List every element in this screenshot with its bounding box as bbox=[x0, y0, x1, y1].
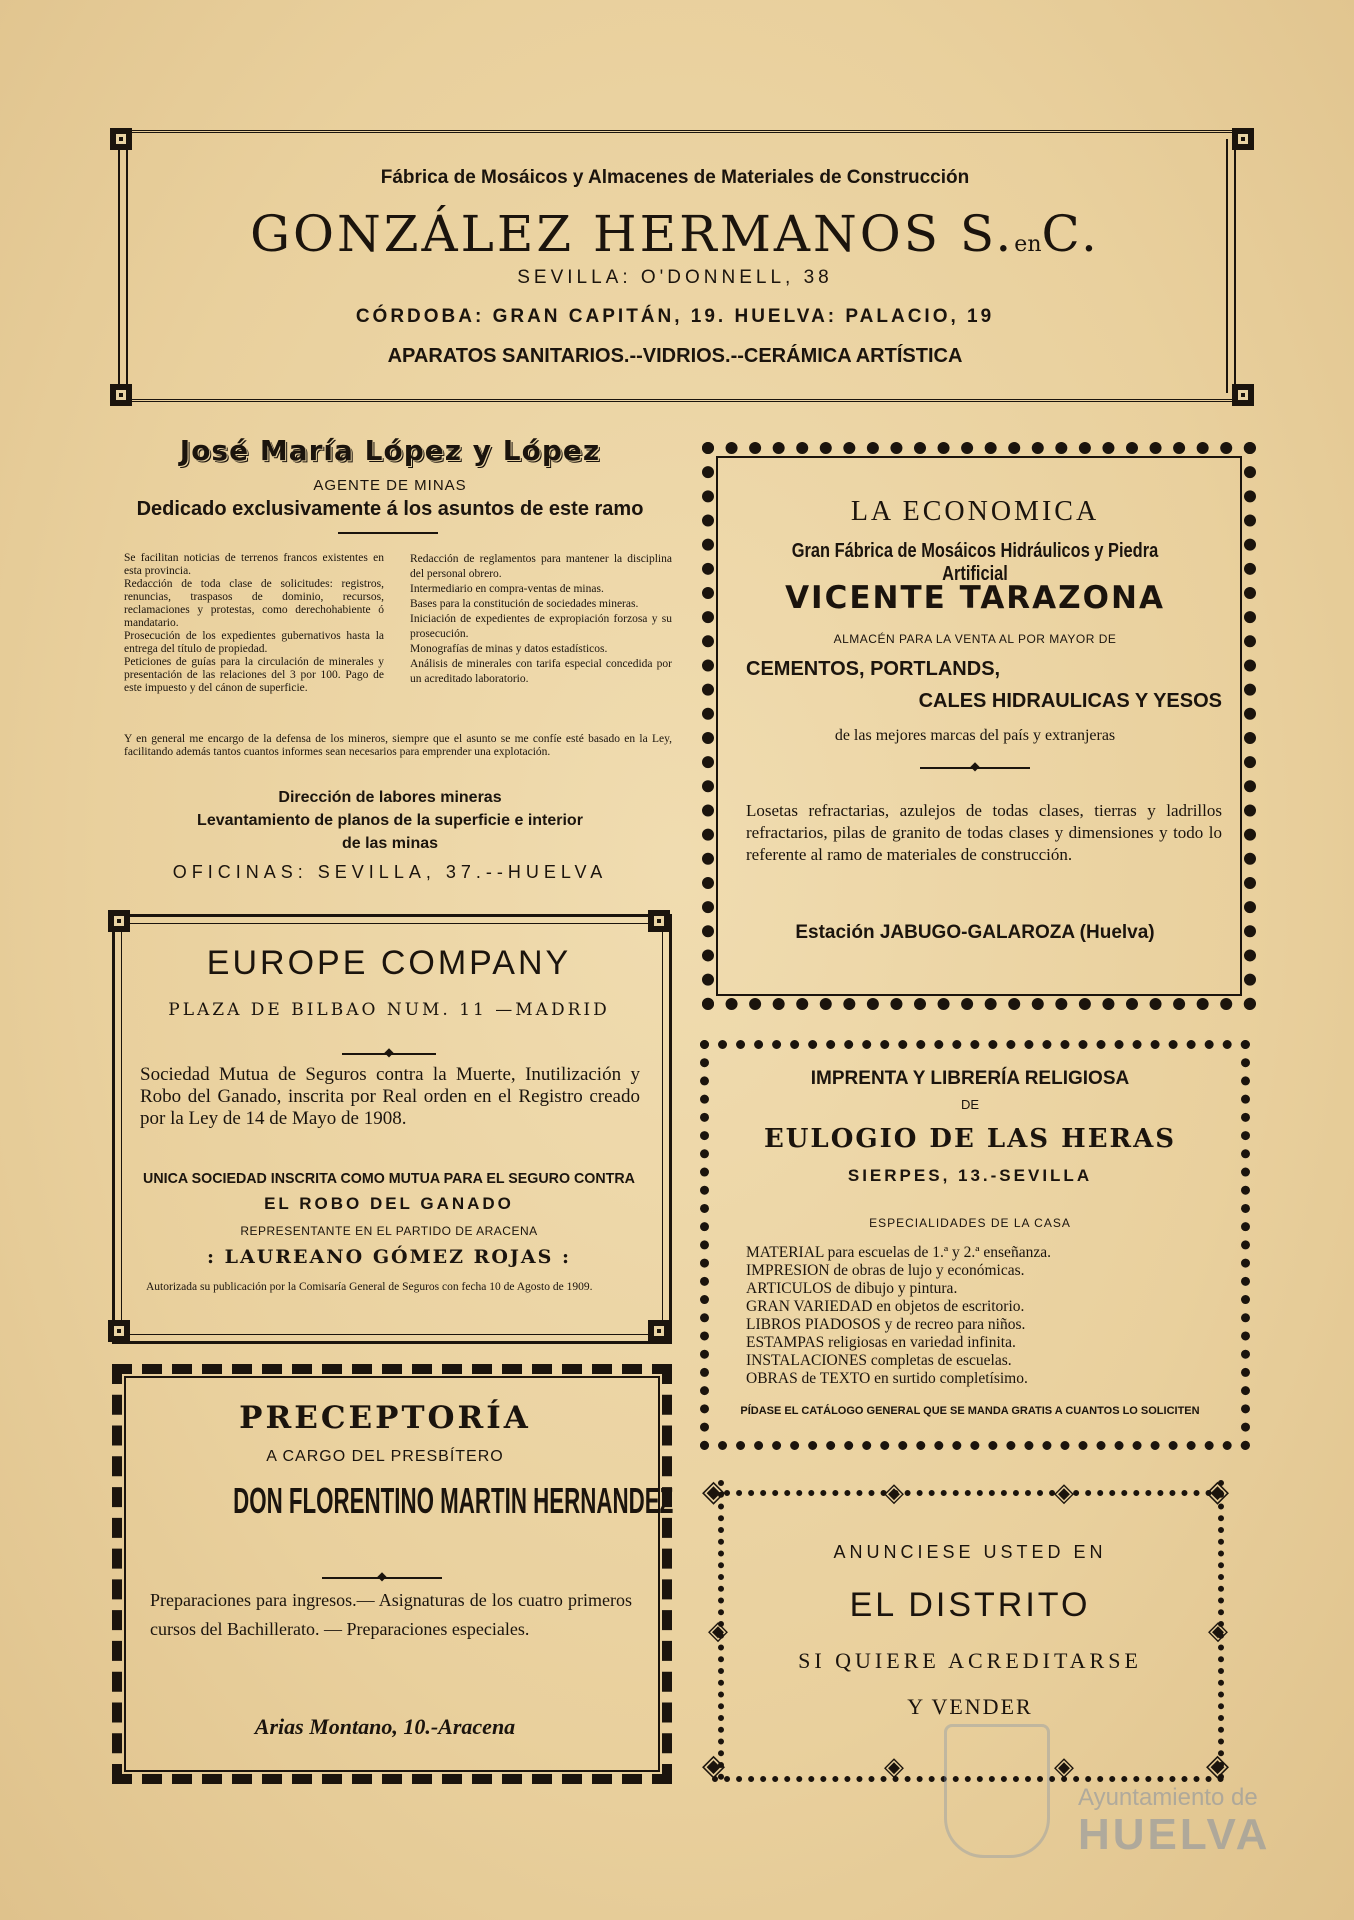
list-item: MATERIAL para escuelas de 1.ª y 2.ª enseñanza. bbox=[746, 1244, 1051, 1261]
europe-address: PLAZA DE BILBAO NUM. 11 —MADRID bbox=[168, 1000, 610, 1020]
corner-ornament bbox=[1232, 128, 1254, 150]
distrito-line3: Y VENDER bbox=[907, 1694, 1033, 1719]
list-item: INSTALACIONES completas de escuelas. bbox=[746, 1352, 1012, 1369]
gonzalez-address-cordoba-huelva: CÓRDOBA: GRAN CAPITÁN, 19. HUELVA: PALACIO, 19 bbox=[355, 306, 995, 327]
lopez-role: AGENTE DE MINAS bbox=[313, 477, 467, 494]
lopez-services-col1: Se facilitan noticias de terrenos francos existentes en esta provincia. Redacción de toda clase de solicitudes: registros, renuncias, traspasos de dominio, recursos, reclamaciones y protestas, como derechohabiente ó mandatario. Prosecución de los expedientes gubernativos hasta la entrega del título de propiedad. Peticiones de guías para la circulación de minerales y presentación de las relaciones del 3 por 100. Pago de este impuesto y del cánon de superficie. bbox=[124, 552, 384, 694]
corner-ornament bbox=[648, 910, 670, 932]
imprenta-specialties: ESPECIALIDADES DE LA CASA bbox=[869, 1216, 1071, 1230]
preceptoria-charge: A CARGO DEL PRESBÍTERO bbox=[266, 1448, 504, 1465]
diamond-ornament: ◈ bbox=[1054, 1478, 1074, 1508]
corner-ornament bbox=[648, 1320, 670, 1342]
europe-rep: REPRESENTANTE EN EL PARTIDO DE ARACENA bbox=[240, 1224, 538, 1238]
distrito-line1: ANUNCIESE USTED EN bbox=[833, 1542, 1107, 1562]
gonzalez-name: GONZÁLEZ HERMANOS S.enC. bbox=[250, 205, 1100, 263]
diamond-ornament: ◈ bbox=[1208, 1616, 1228, 1646]
distrito-name: EL DISTRITO bbox=[849, 1586, 1091, 1624]
economica-line1: CEMENTOS, PORTLANDS, bbox=[746, 658, 1001, 680]
economica-body: Losetas refractarias, azulejos de todas clases, tierras y ladrillos refractarios, pilas de granito de todas clases y dimensiones y todo lo referente al ramo de materiales de construcción. bbox=[746, 801, 1222, 864]
watermark-line2: HUELVA bbox=[1078, 1810, 1271, 1859]
europe-unique-line1: UNICA SOCIEDAD INSCRITA COMO MUTUA PARA EL SEGURO CONTRA bbox=[143, 1170, 635, 1187]
lopez-offices: OFICINAS: SEVILLA, 37.--HUELVA bbox=[172, 862, 608, 882]
preceptoria-name: DON FLORENTINO MARTIN HERNANDEZ bbox=[233, 1480, 674, 1521]
economica-title: LA ECONOMICA bbox=[850, 496, 1100, 527]
lopez-general: Y en general me encargo de la defensa de los mineros, siempre que el asunto se me confíe esté basado en la Ley, facilitando además tantos cuantos informes sean necesarios para emprender una explotación. bbox=[124, 733, 672, 758]
economica-subtitle: Gran Fábrica de Mosáicos Hidráulicos y Piedra Artificial bbox=[791, 540, 1159, 585]
imprenta-catalog: PÍDASE EL CATÁLOGO GENERAL QUE SE MANDA GRATIS A CUANTOS LO SOLICITEN bbox=[740, 1405, 1200, 1417]
preceptoria-address: Arias Montano, 10.-Aracena bbox=[254, 1714, 516, 1739]
ornament-divider bbox=[342, 1048, 436, 1060]
gonzalez-subtitle: Fábrica de Mosáicos y Almacenes de Materiales de Construcción bbox=[380, 167, 970, 188]
imprenta-items bbox=[746, 1244, 1216, 1388]
watermark-line1: Ayuntamiento de bbox=[1078, 1784, 1258, 1811]
list-item: ESTAMPAS religiosas en variedad infinita. bbox=[746, 1334, 1016, 1351]
diamond-ornament: ◈ bbox=[1206, 1748, 1230, 1783]
diamond-ornament: ◈ bbox=[702, 1474, 726, 1509]
list-item: LIBROS PIADOSOS y de recreo para niños. bbox=[746, 1316, 1026, 1333]
diamond-ornament: ◈ bbox=[884, 1752, 904, 1782]
imprenta-title: IMPRENTA Y LIBRERÍA RELIGIOSA bbox=[810, 1068, 1130, 1089]
list-item: ARTICULOS de dibujo y pintura. bbox=[746, 1280, 958, 1297]
list-item: IMPRESION de obras de lujo y económicas. bbox=[746, 1262, 1025, 1279]
lopez-dedication: Dedicado exclusivamente á los asuntos de este ramo bbox=[136, 498, 644, 520]
europe-unique-line2: EL ROBO DEL GANADO bbox=[264, 1194, 514, 1213]
city-seal-watermark bbox=[944, 1724, 1050, 1858]
corner-ornament bbox=[110, 384, 132, 406]
corner-ornament bbox=[108, 910, 130, 932]
europe-body: Sociedad Mutua de Seguros contra la Muerte, Inutilización y Robo del Ganado, inscrita por Real orden en el Registro creado por la Ley de 14 de Mayo de 1908. bbox=[140, 1064, 640, 1129]
list-item: GRAN VARIEDAD en objetos de escritorio. bbox=[746, 1298, 1025, 1315]
preceptoria-body: Preparaciones para ingresos.— Asignaturas de los cuatro primeros cursos del Bachillerato. — Preparaciones especiales. bbox=[150, 1590, 632, 1639]
preceptoria-title: PRECEPTORÍA bbox=[239, 1400, 531, 1436]
europe-title: EUROPE COMPANY bbox=[206, 944, 572, 982]
economica-brands: de las mejores marcas del país y extranjeras bbox=[834, 727, 1116, 744]
divider bbox=[338, 532, 438, 534]
imprenta-de: DE bbox=[960, 1097, 980, 1112]
ornament-divider bbox=[322, 1572, 442, 1584]
corner-ornament bbox=[110, 128, 132, 150]
gonzalez-address-sevilla: SEVILLA: O'DONNELL, 38 bbox=[517, 267, 833, 288]
imprenta-address: SIERPES, 13.-SEVILLA bbox=[847, 1166, 1093, 1185]
economica-wholesale: ALMACÉN PARA LA VENTA AL POR MAYOR DE bbox=[833, 632, 1117, 646]
lopez-name: José María López y López bbox=[179, 434, 601, 467]
ornament-divider bbox=[920, 762, 1030, 774]
economica-line2: CALES HIDRAULICAS Y YESOS bbox=[918, 690, 1222, 712]
europe-rep-name: : LAUREANO GÓMEZ ROJAS : bbox=[206, 1246, 572, 1268]
diamond-ornament: ◈ bbox=[1206, 1474, 1230, 1509]
distrito-line2: SI QUIERE ACREDITARSE bbox=[798, 1648, 1142, 1673]
gonzalez-products: APARATOS SANITARIOS.--VIDRIOS.--CERÁMICA ARTÍSTICA bbox=[387, 345, 963, 367]
diamond-ornament: ◈ bbox=[884, 1478, 904, 1508]
list-item: OBRAS de TEXTO en surtido completísimo. bbox=[746, 1370, 1028, 1387]
imprenta-name: EULOGIO DE LAS HERAS bbox=[763, 1124, 1177, 1154]
europe-authorized: Autorizada su publicación por la Comisaría General de Seguros con fecha 10 de Agosto de 1909. bbox=[146, 1281, 593, 1293]
lopez-direction: Dirección de labores mineras Levantamiento de planos de la superficie e interior de las minas bbox=[197, 789, 583, 852]
lopez-services-col2: Redacción de reglamentos para mantener la disciplina del personal obrero. Intermediario en compra-ventas de minas. Bases para la constitución de sociedades mineras. Iniciación de expedientes de expropiación forzosa y su prosecución. Monografías de minas y datos estadísticos. Análisis de minerales con tarifa especial concedida por un acreditado laboratorio. bbox=[410, 553, 672, 685]
corner-ornament bbox=[1232, 384, 1254, 406]
corner-ornament bbox=[108, 1320, 130, 1342]
diamond-ornament: ◈ bbox=[1054, 1752, 1074, 1782]
diamond-ornament: ◈ bbox=[708, 1616, 728, 1646]
diamond-ornament: ◈ bbox=[702, 1748, 726, 1783]
economica-owner: VICENTE TARAZONA bbox=[785, 580, 1165, 616]
economica-station: Estación JABUGO-GALAROZA (Huelva) bbox=[795, 922, 1155, 943]
